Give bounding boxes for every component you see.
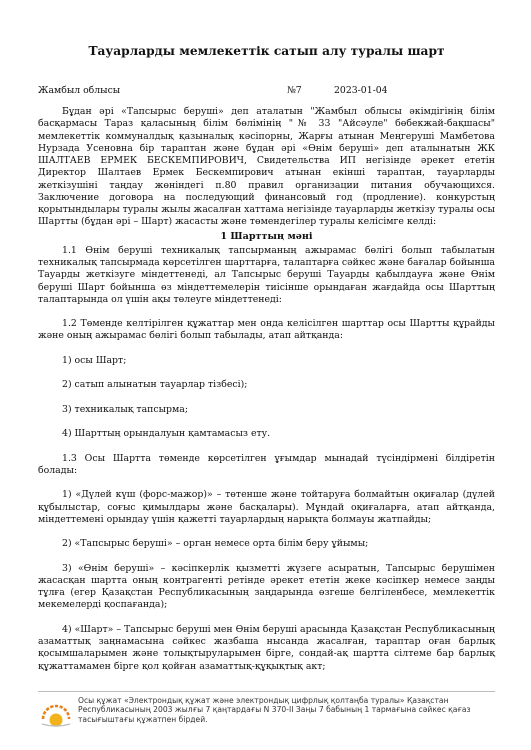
clause-1-2: 1.2 Төменде келтірілген құжаттар мен онда келісілген шарттар осы Шартты құрайды және оның ажырамас бөлігі болып табылады, атап айтқанда: bbox=[38, 318, 495, 342]
list-item: 1) осы Шарт; bbox=[62, 354, 127, 366]
document-title: Тауарларды мемлекеттік сатып алу туралы шарт bbox=[88, 44, 445, 58]
sun-logo-icon bbox=[40, 700, 72, 732]
definition-item: 3) «Өнім беруші» – кәсіпкерлік қызметті жүзеге асыратын, Тапсырыс берушімен жасасқан шартта оның контрагенті ретінде әрекет ететін жеке кәсіпкер немесе заңды тұлға (егер Қазақстан Республикасының заңдарында өзгеше белгіленбесе, мемлекеттік мекемелерді қоспағанда); bbox=[38, 562, 495, 611]
document-body bbox=[38, 106, 495, 673]
list-item: 3) техникалық тапсырма; bbox=[62, 403, 189, 415]
definition-item: 4) «Шарт» – Тапсырыс беруші мен Өнім беруші арасында Қазақстан Республикасының азаматтық заңнамасына сәйкес жазбаша нысанда жасалған, тараптар оған барлық қосымшаларымен және толықтыруларымен бірге, сондай-ақ шартта сілтеме бар барлық құжаттамамен бірге қол қойған азаматтық-құқықтық акт; bbox=[38, 623, 495, 672]
definition-item: 1) «Дүлей күш (форс-мажор)» – төтенше және тойтаруға болмайтын оқиғалар (дүлей құбылыстар, соғыс қимылдары және басқалары). Мұндай оқиғаларға, атап айтқанда, міндеттемені орындау үшін қажетті тауарлардың нарықта болмауы жатпайды; bbox=[38, 489, 495, 525]
list-item: 4) Шарттың орындалуын қамтамасыз ету. bbox=[62, 428, 271, 440]
clause-1-1: 1.1 Өнім беруші техникалық тапсырманың ажырамас бөлігі болып табылатын техникалық тапсырмада көрсетілген шарттарға, талаптарға сәйкес және бағалар бойынша Тауарды жеткізуге міндеттенеді, ал Тапсырыс беруші Тауарды қабылдауға және Өнім беруші Шарт бойынша өз міндеттемелерін тиісінше орындаған жағдайда осы Шарттың талаптарында ол үшін ақы төлеуге міндеттенеді: bbox=[38, 244, 495, 305]
clause-1-3: 1.3 Осы Шартта төменде көрсетілген ұғымдар мынадай түсіндірмені білдіретін болады: bbox=[38, 452, 495, 476]
document-number: №7 bbox=[287, 85, 302, 96]
list-item: 2) сатып алынатын тауарлар тізбесі); bbox=[62, 379, 248, 391]
definition-item: 2) «Тапсырыс беруші» – орган немесе орта білім беру ұйымы; bbox=[62, 538, 369, 550]
preamble-paragraph: Бұдан әрі «Тапсырыс беруші» деп аталатын "Жамбыл облысы әкімдігінің білім басқармасы Тараз қаласының білім бөлімінің "№ 33 "Айсәуле" бөбекжай-бақшасы" мемлекеттік коммуналдық қазыналық кәсіпорны, Жарғы атынан Меңгеруші Мамбетова Нурзада Усеновна бір тараптан және бұдан әрі «Өнім беруші» деп аталынатын ЖК ШАЛТАЕВ ЕРМЕК БЕСКЕМПИРОВИЧ, Свидетельства ИП негізінде әрекет ететін Директор Шалтаев Ермек Бескемпирович атынан екінші тараптан, тауарларды жеткізушіні таңдау жөніндегі п.80 правил организации питания обучающихся. Заключение договора на последующий финансовый год (продление). конкурстың қорытындылары туралы жылы жасалған хаттама негізінде тауарларды жеткізу туралы осы Шартты (бұдан әрі – Шарт) жасасты және төмендегілер туралы келісімге келді: bbox=[38, 106, 495, 228]
document-region: Жамбыл облысы bbox=[38, 85, 121, 96]
document-date: 2023-01-04 bbox=[334, 85, 388, 96]
section-heading: 1 Шарттың мәні bbox=[220, 230, 313, 242]
footer-divider bbox=[38, 691, 495, 692]
footer-legal-text: Осы құжат «Электрондық құжат және электрондық цифрлық қолтаңба туралы» Қазақстан Республикасының 2003 жылғы 7 қаңтардағы N 370-II Заңы 7 бабының 1 тармағына сәйкес қағаз тасығыштағы құжатпен бірдей. bbox=[78, 696, 471, 724]
